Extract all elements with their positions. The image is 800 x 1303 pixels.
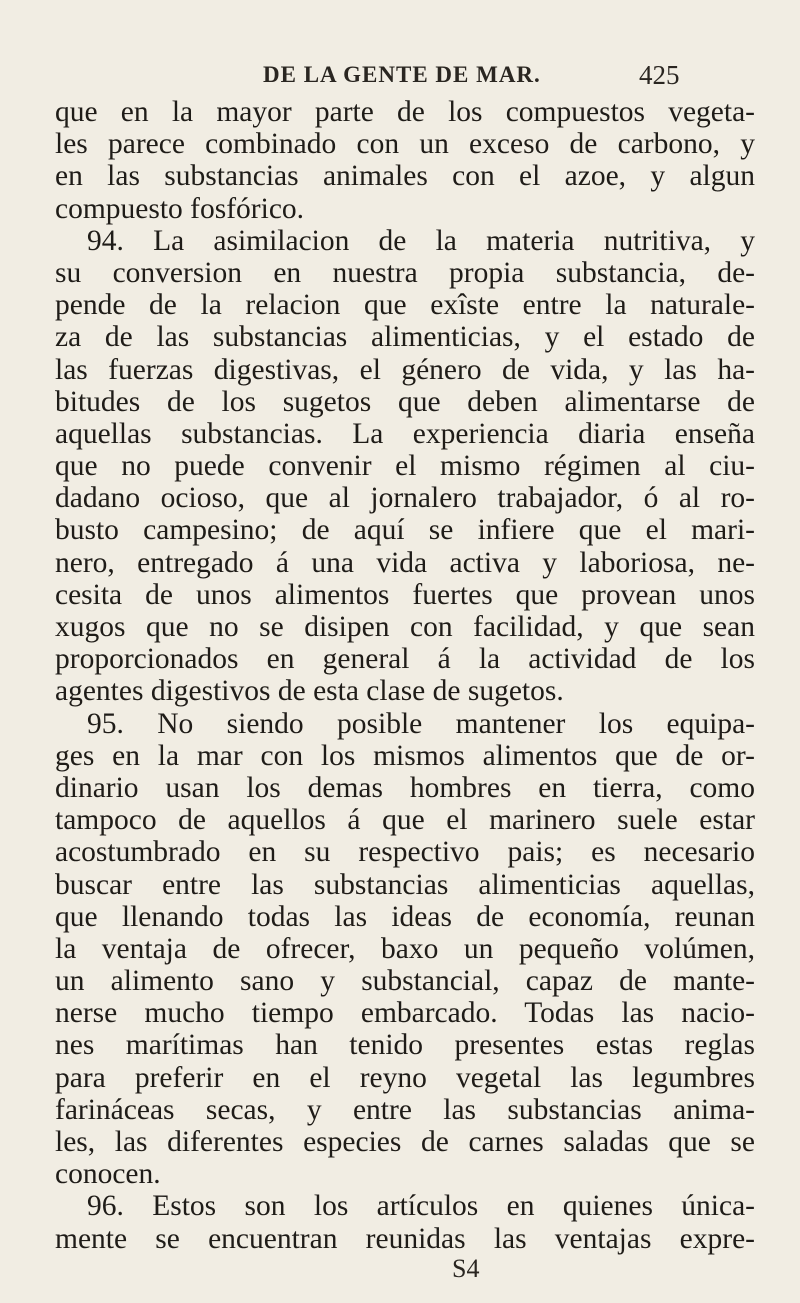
text-line: compuesto fosfórico. [55, 192, 305, 225]
paragraph-95-start: 95. No siendo posible mantener los equipa- [87, 707, 755, 740]
text-line: que no puede convenir el mismo régimen al ciu- [55, 450, 755, 483]
text-line: aquellas substancias. La experiencia diaria enseña [55, 417, 755, 450]
text-line: ges en la mar con los mismos alimentos que de or- [55, 739, 755, 772]
page-header [55, 60, 755, 92]
text-line: tampoco de aquellos á que el marinero suele estar [55, 804, 755, 837]
text-line: nero, entregado á una vida activa y laboriosa, ne- [55, 546, 755, 579]
text-line: su conversion en nuestra propia substancia, de- [55, 256, 755, 289]
text-line: les, las diferentes especies de carnes saladas que se [55, 1126, 755, 1158]
page-number: 425 [639, 60, 680, 90]
text-line: buscar entre las substancias alimenticias aquellas, [55, 868, 755, 901]
body-text [55, 96, 755, 1255]
text-line: cesita de unos alimentos fuertes que provean unos [55, 578, 755, 611]
text-line: pende de la relacion que exîste entre la naturale- [55, 289, 755, 322]
text-line: acostumbrado en su respectivo pais; es necesario [55, 836, 755, 869]
text-line: para preferir en el reyno vegetal las legumbres [55, 1061, 755, 1094]
text-line: que en la mayor parte de los compuestos vegeta- [55, 96, 755, 128]
text-line: les parece combinado con un exceso de carbono, y [55, 128, 755, 161]
running-title: DE LA GENTE DE MAR. [263, 62, 541, 87]
text-line: busto campesino; de aquí se infiere que el mari- [55, 514, 755, 547]
text-line: farináceas secas, y entre las substancias anima- [55, 1093, 755, 1126]
text-line: proporcionados en general á la actividad de los [55, 643, 755, 676]
text-line: dinario usan los demas hombres en tierra, como [55, 771, 755, 804]
text-line: za de las substancias alimenticias, y el estado de [55, 321, 755, 354]
text-line: la ventaja de ofrecer, baxo un pequeño volúmen, [55, 932, 755, 965]
paragraph-94-start: 94. La asimilacion de la materia nutritiva, y [87, 224, 755, 257]
text-line: en las substancias animales con el azoe, y algun [55, 160, 755, 193]
text-line: nes marítimas han tenido presentes estas reglas [55, 1029, 755, 1062]
text-line: dadano ocioso, que al jornalero trabajador, ó al ro- [55, 482, 755, 515]
text-line: las fuerzas digestivas, el género de vida, y las ha- [55, 353, 755, 386]
text-line: bitudes de los sugetos que deben alimentarse de [55, 385, 755, 418]
text-line: agentes digestivos de esta clase de sugetos. [55, 675, 564, 708]
text-line: un alimento sano y substancial, capaz de mante- [55, 965, 755, 998]
text-line: mente se encuentran reunidas las ventajas expre- [55, 1222, 755, 1255]
text-line: conocen. [55, 1158, 161, 1191]
paragraph-96-start: 96. Estos son los artículos en quienes única- [87, 1190, 755, 1223]
text-line: que llenando todas las ideas de economía, reunan [55, 900, 755, 933]
text-line: nerse mucho tiempo embarcado. Todas las nacio- [55, 997, 755, 1030]
signature-mark: S4 [452, 1254, 480, 1283]
text-line: xugos que no se disipen con facilidad, y que sean [55, 611, 755, 643]
